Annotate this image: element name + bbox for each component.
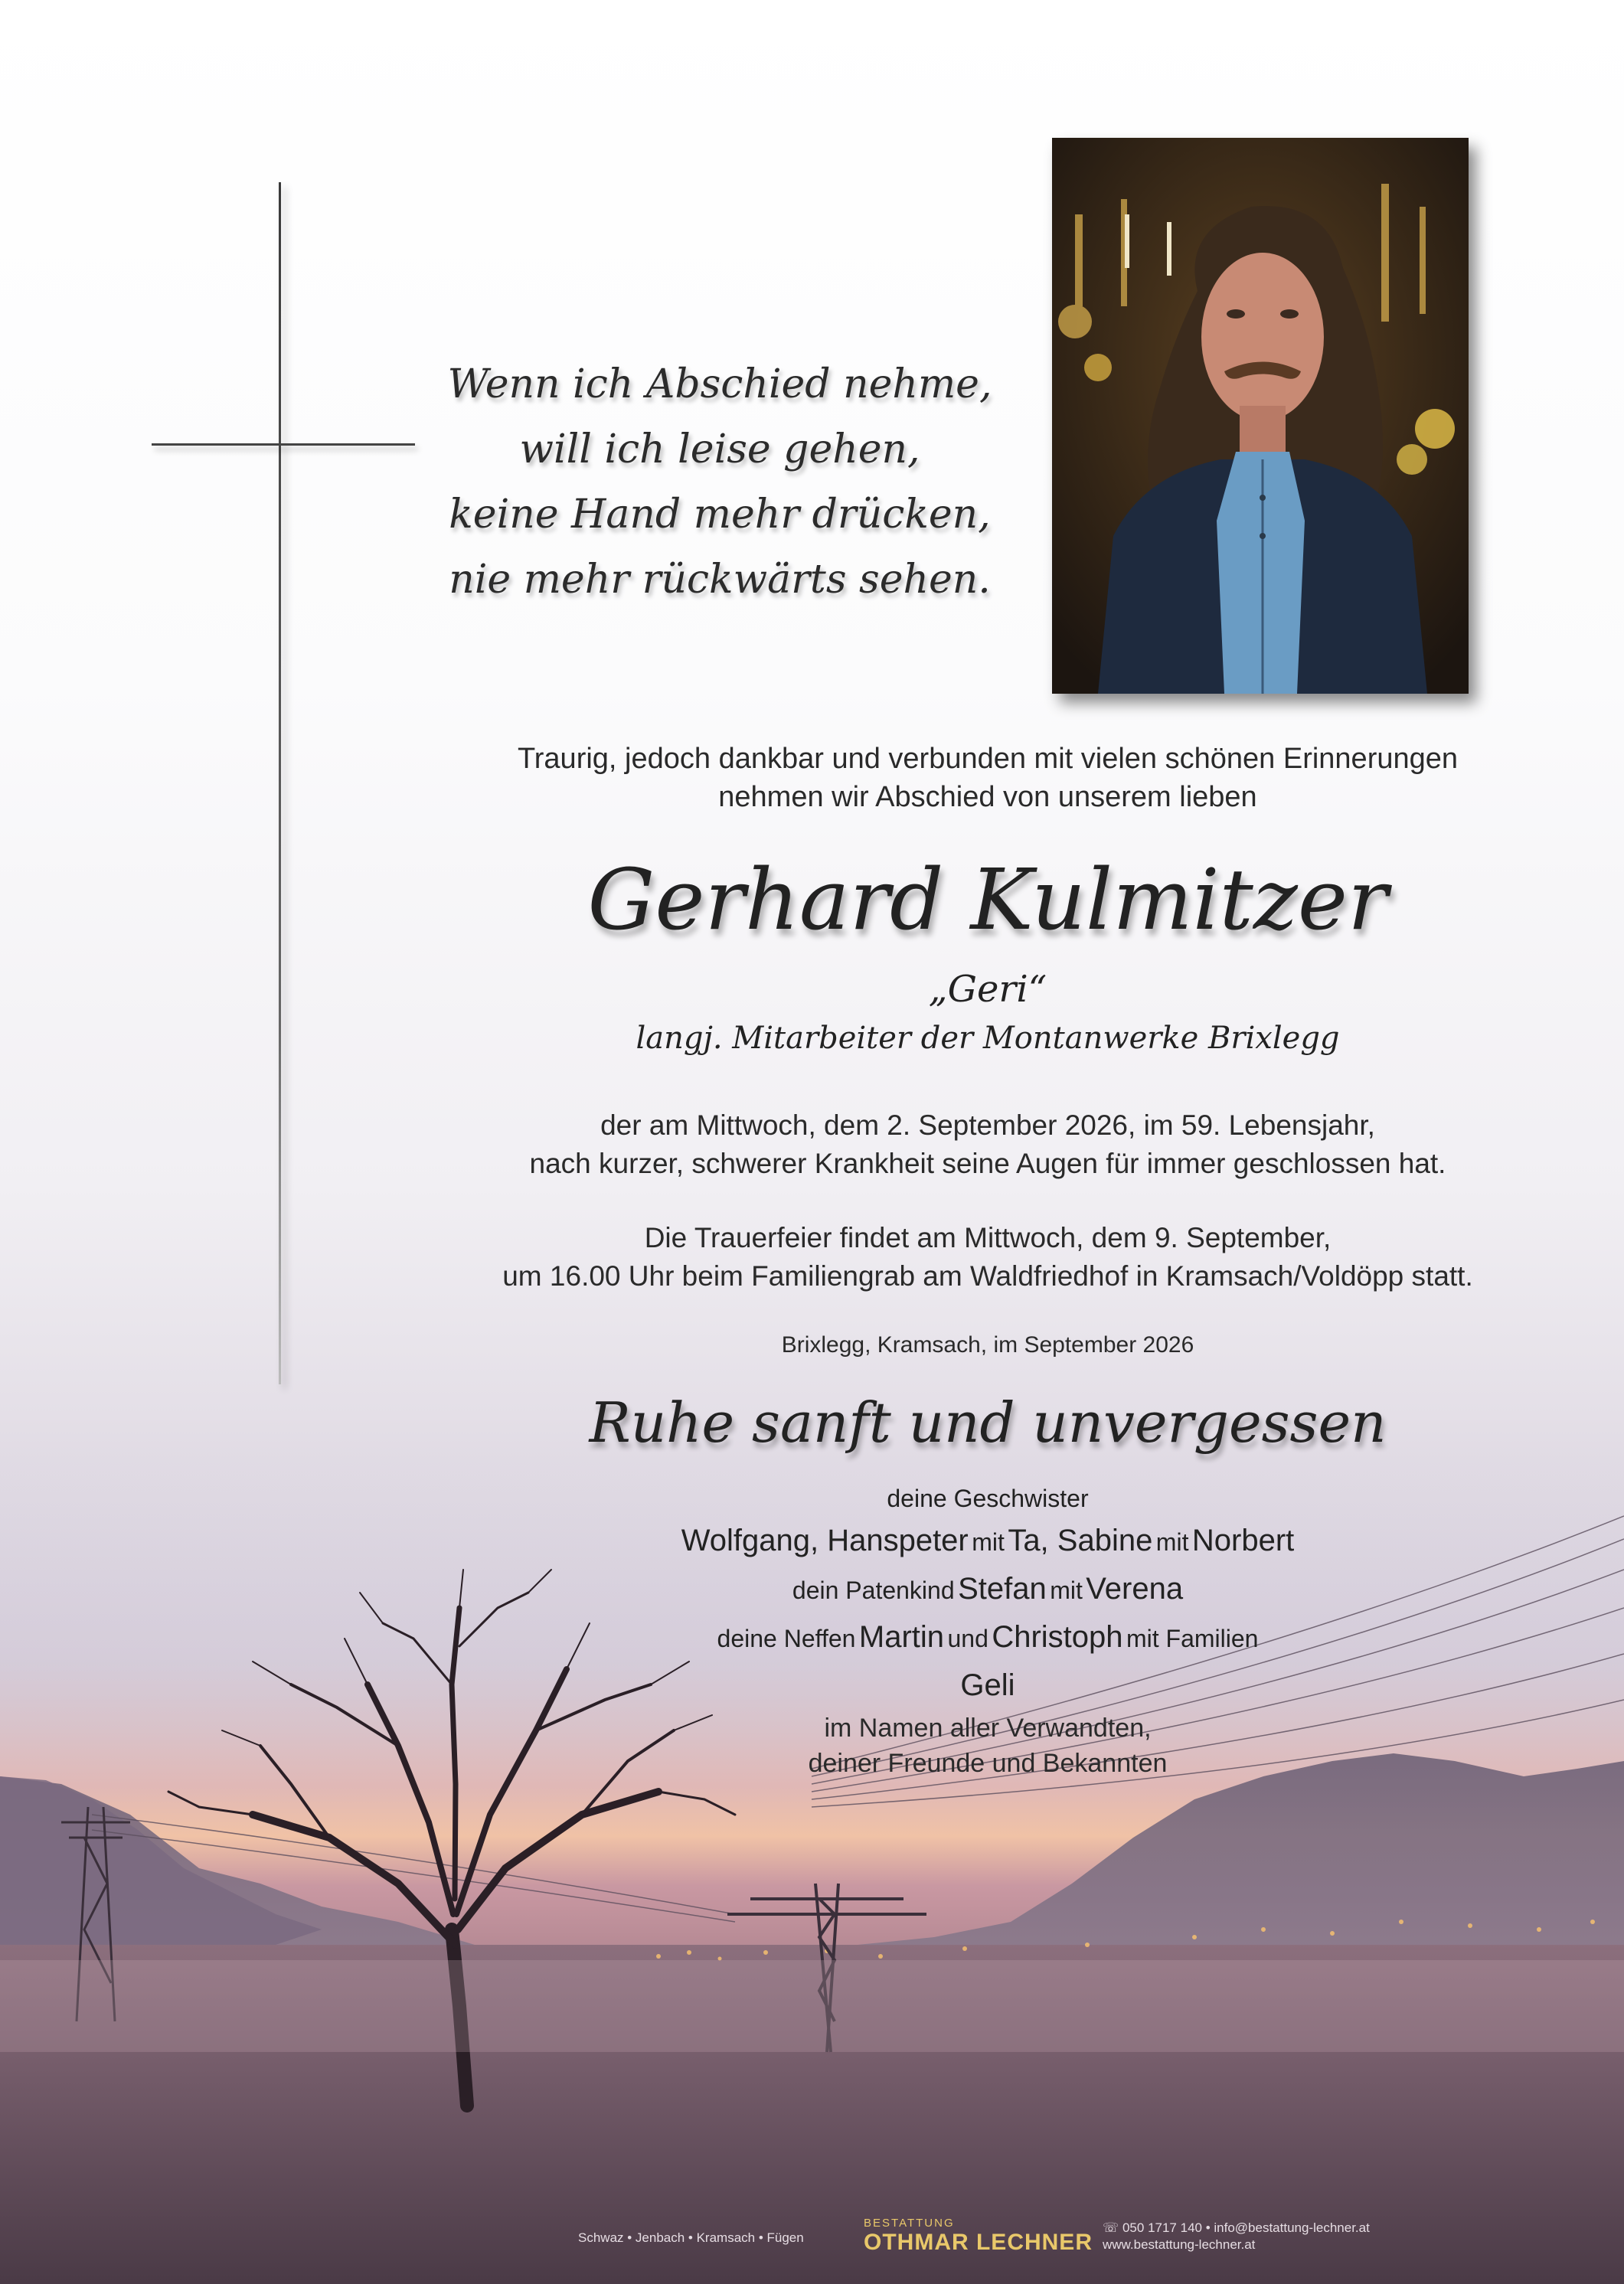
nephews-row <box>459 1616 1516 1665</box>
godchild-row <box>459 1568 1516 1616</box>
mourner-names: Stefan <box>958 1572 1047 1606</box>
intro-line: Traurig, jedoch dankbar und verbunden mit vielen schönen Erinnerungen <box>517 743 1459 775</box>
connector-word: mit <box>972 1528 1005 1556</box>
poem-line: nie mehr rückwärts sehen. <box>449 557 991 603</box>
connector-word: mit Familien <box>1126 1625 1259 1652</box>
connector-word: mit <box>1050 1577 1083 1604</box>
intro-text <box>459 740 1516 816</box>
closing-line: im Namen aller Verwandten, <box>824 1714 1152 1743</box>
poem <box>429 352 1011 613</box>
mourner-names: Verena <box>1086 1572 1184 1606</box>
deceased-nickname: „Geri“ <box>928 968 1047 1011</box>
place-date: Brixlegg, Kramsach, im September 2026 <box>781 1332 1194 1358</box>
poem-line: will ich leise gehen, <box>519 426 920 472</box>
logo-line1: BESTATTUNG <box>864 2217 955 2230</box>
death-notice <box>459 1106 1516 1183</box>
mourner-names: Martin <box>858 1620 945 1654</box>
closing-text <box>459 1711 1516 1781</box>
death-notice-line: der am Mittwoch, dem 2. September 2026, im 59. Lebensjahr, <box>600 1109 1375 1141</box>
funeral-home-logo <box>864 2217 1093 2255</box>
mourner-names: Ta, Sabine <box>1008 1524 1153 1557</box>
funeral-notice-line: um 16.00 Uhr beim Familiengrab am Waldfriedhof in Kramsach/Voldöpp statt. <box>502 1260 1473 1292</box>
footer <box>536 2217 1455 2263</box>
funeral-notice-line: Die Trauerfeier findet am Mittwoch, dem 9. September, <box>644 1222 1332 1253</box>
rest-phrase: Ruhe sanft und unvergessen <box>589 1390 1387 1455</box>
mourner-names: Wolfgang, Hanspeter <box>681 1524 969 1557</box>
footer-locations: Schwaz • Jenbach • Kramsach • Fügen <box>578 2230 804 2245</box>
cross-horizontal <box>152 443 415 446</box>
siblings-label: deine Geschwister <box>887 1485 1089 1512</box>
poem-line: keine Hand mehr drücken, <box>449 492 991 538</box>
footer-contact <box>1103 2220 1370 2253</box>
footer-website: www.bestattung-lechner.at <box>1103 2237 1256 2252</box>
portrait-photo <box>1052 138 1469 694</box>
mourner-names: Christoph <box>992 1620 1123 1654</box>
deceased-name: Gerhard Kulmitzer <box>587 851 1388 949</box>
relation-label: dein Patenkind <box>792 1577 955 1604</box>
deceased-occupation: langj. Mitarbeiter der Montanwerke Brixlegg <box>636 1021 1340 1056</box>
mourner-other: Geli <box>960 1668 1015 1702</box>
death-notice-line: nach kurzer, schwerer Krankheit seine Augen für immer geschlossen hat. <box>529 1148 1446 1179</box>
funeral-notice <box>459 1219 1516 1296</box>
relation-label: deine Neffen <box>717 1625 856 1652</box>
footer-phone-email: ☏ 050 1717 140 • info@bestattung-lechner.at <box>1103 2220 1370 2235</box>
cross-vertical <box>279 182 281 1384</box>
siblings-row <box>459 1520 1516 1568</box>
connector-word: und <box>947 1625 988 1652</box>
poem-line: Wenn ich Abschied nehme, <box>447 361 992 407</box>
intro-line: nehmen wir Abschied von unserem lieben <box>718 781 1257 813</box>
closing-line: deiner Freunde und Bekannten <box>808 1749 1168 1778</box>
mourners-list <box>459 1478 1516 1707</box>
logo-line2: OTHMAR LECHNER <box>864 2230 1093 2255</box>
mourner-names: Norbert <box>1191 1524 1295 1557</box>
connector-word: mit <box>1155 1528 1189 1556</box>
